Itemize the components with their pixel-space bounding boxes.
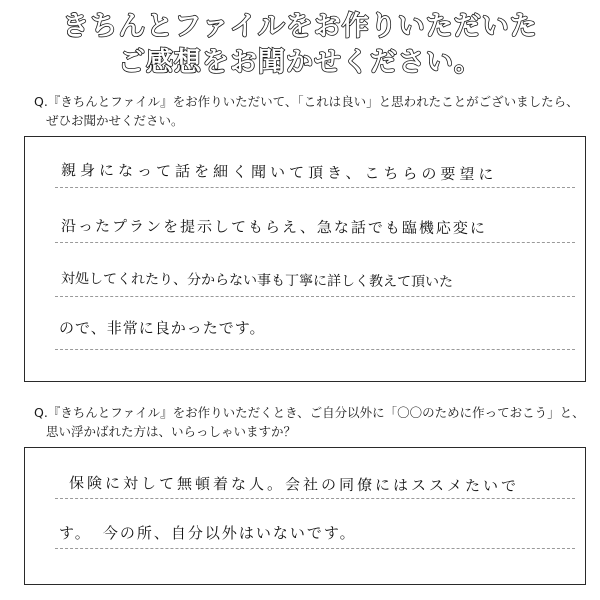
answer-1-line-3: 対処してくれたり、分からない事も丁寧に詳しく教えて頂いた [61, 271, 454, 291]
question-1-line-2: ぜひお聞かせください。 [46, 113, 184, 128]
answer-2-line-1: 保険に対して無頓着な人。会社の同僚にはススメたいで [69, 474, 520, 496]
page-title-line-1: きちんとファイルをお作りいただいた [62, 11, 538, 42]
page-title-line-2: ご感想をお聞かせください。 [118, 47, 482, 78]
answer-rule [55, 187, 575, 188]
answer-box-2 [24, 447, 586, 585]
question-2 [34, 403, 586, 441]
question-1 [34, 92, 586, 130]
answer-1-line-4: ので、非常に良かったです。 [59, 319, 266, 337]
answer-rule [55, 242, 575, 243]
question-1-line-1: Q.『きちんとファイル』をお作りいただいて、「これは良い」と思われたことがございましたら、 [34, 94, 579, 109]
question-2-line-2: 思い浮かばれた方は、いらっしゃいますか？ [46, 424, 297, 439]
question-2-line-1: Q.『きちんとファイル』をお作りいただくとき、ご自分以外に「〇〇のために作っておこう」と、 [34, 405, 585, 420]
answer-1-line-1: 親身になって話を細く聞いて頂き、こちらの要望に [61, 161, 498, 184]
answer-box-1 [24, 136, 586, 382]
answer-rule [55, 498, 575, 499]
answer-rule [55, 548, 575, 549]
answer-rule [55, 349, 575, 350]
answer-2-line-2: す。 今の所、自分以外はいないです。 [59, 524, 357, 542]
answer-rule [55, 296, 575, 297]
answer-1-line-2: 沿ったプランを提示してもらえ、急な話でも臨機応変に [61, 217, 487, 238]
